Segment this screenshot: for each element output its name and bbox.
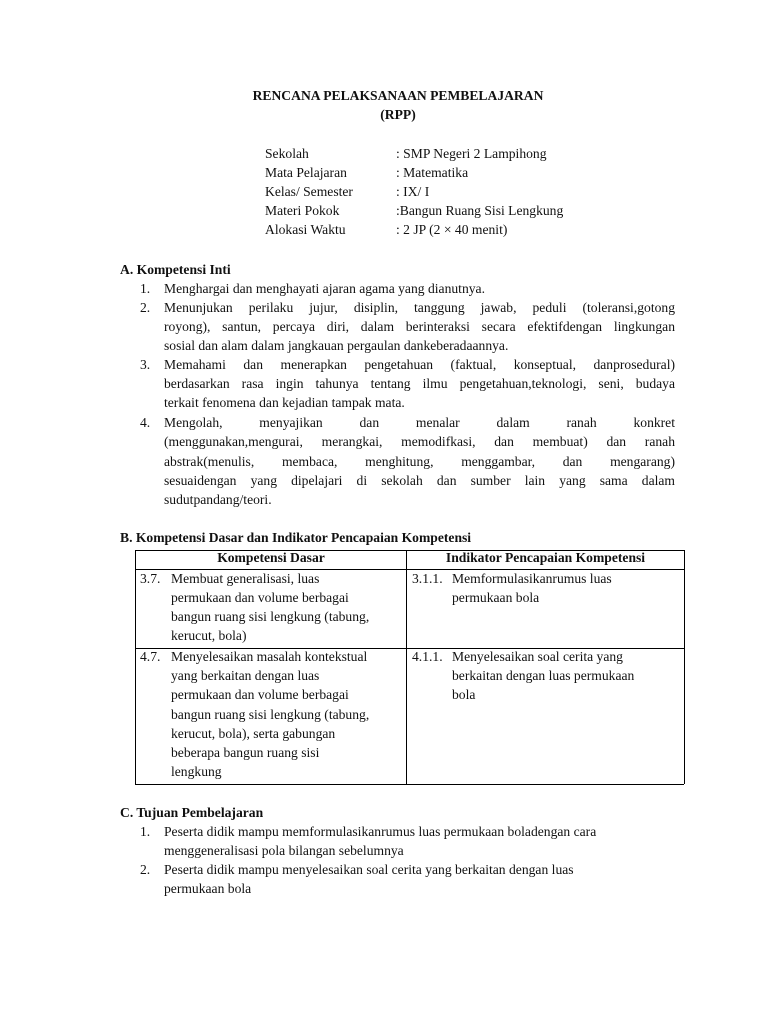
list-item-text: Memahami dan menerapkan pengetahuan (faktual, konseptual, danprosedural) bbox=[164, 357, 675, 372]
kd-text: Menyelesaikan masalah kontekstual bbox=[171, 649, 368, 664]
kd-number: 4.7. bbox=[140, 649, 161, 664]
list-item-text: Peserta didik mampu menyelesaikan soal cerita yang berkaitan dengan luas bbox=[164, 862, 574, 877]
kd-text: kerucut, bola) bbox=[171, 628, 247, 643]
ipk-number: 3.1.1. bbox=[412, 571, 443, 586]
kd-text: bangun ruang sisi lengkung (tabung, bbox=[171, 707, 370, 722]
kd-text: permukaan dan volume berbagai bbox=[171, 590, 349, 605]
info-label-materi-pokok: Materi Pokok bbox=[265, 203, 340, 218]
info-label-kelas-semester: Kelas/ Semester bbox=[265, 184, 353, 199]
table-border bbox=[135, 784, 684, 785]
table-header-indikator: Indikator Pencapaian Kompetensi bbox=[445, 550, 646, 565]
document-subtitle: (RPP) bbox=[380, 107, 416, 122]
ipk-number: 4.1.1. bbox=[412, 649, 443, 664]
list-item-text: sudutpandang/teori. bbox=[164, 492, 272, 507]
info-label-mata-pelajaran: Mata Pelajaran bbox=[265, 165, 347, 180]
table-border bbox=[135, 569, 684, 570]
list-item-text: abstrak(menulis, membaca, menghitung, menggambar, dan mengarang) bbox=[164, 454, 675, 469]
list-item-number: 4. bbox=[140, 415, 151, 430]
list-item-text: Menunjukan perilaku jujur, disiplin, tanggung jawab, peduli (toleransi,gotong bbox=[164, 300, 675, 315]
list-item-text: royong), santun, percaya diri, dalam berinteraksi secara efektifdengan lingkungan bbox=[164, 319, 675, 334]
info-value-kelas-semester: : IX/ I bbox=[396, 184, 430, 199]
table-border bbox=[406, 550, 407, 784]
list-item-text: sosial dan alam dalam jangkauan pergaulan dankeberadaannya. bbox=[164, 338, 509, 353]
list-item-text: (menggunakan,mengurai, merangkai, memodifkasi, dan membuat) dan ranah bbox=[164, 434, 675, 449]
document-title: RENCANA PELAKSANAAN PEMBELAJARAN bbox=[252, 88, 544, 103]
kd-text: permukaan dan volume berbagai bbox=[171, 687, 349, 702]
kd-text: beberapa bangun ruang sisi bbox=[171, 745, 320, 760]
info-value-sekolah: : SMP Negeri 2 Lampihong bbox=[396, 146, 547, 161]
info-value-alokasi-waktu: : 2 JP (2 × 40 menit) bbox=[396, 222, 508, 237]
info-value-materi-pokok: :Bangun Ruang Sisi Lengkung bbox=[396, 203, 564, 218]
list-item-number: 3. bbox=[140, 357, 151, 372]
info-value-mata-pelajaran: : Matematika bbox=[396, 165, 469, 180]
list-item-number: 2. bbox=[140, 862, 151, 877]
info-label-alokasi-waktu: Alokasi Waktu bbox=[265, 222, 346, 237]
section-a-heading: A. Kompetensi Inti bbox=[120, 262, 231, 277]
table-border bbox=[684, 550, 685, 784]
list-item-text: berdasarkan rasa ingin tahunya tentang ilmu pengetahuan,teknologi, seni, budaya bbox=[164, 376, 675, 391]
list-item-text: sesuaidengan yang dipelajari di sekolah dan sumber lain yang sama dalam bbox=[164, 473, 675, 488]
kd-text: kerucut, bola), serta gabungan bbox=[171, 726, 336, 741]
list-item-number: 1. bbox=[140, 824, 151, 839]
table-header-kompetensi-dasar: Kompetensi Dasar bbox=[217, 550, 325, 565]
ipk-text: berkaitan dengan luas permukaan bbox=[452, 668, 635, 683]
kd-text: Membuat generalisasi, luas bbox=[171, 571, 320, 586]
ipk-text: permukaan bola bbox=[452, 590, 540, 605]
list-item-text: menggeneralisasi pola bilangan sebelumnya bbox=[164, 843, 404, 858]
list-item-text: Mengolah, menyajikan dan menalar dalam ranah konkret bbox=[164, 415, 675, 430]
ipk-text: Menyelesaikan soal cerita yang bbox=[452, 649, 623, 664]
list-item-number: 1. bbox=[140, 281, 151, 296]
section-c-heading: C. Tujuan Pembelajaran bbox=[120, 805, 264, 820]
list-item-text: Menghargai dan menghayati ajaran agama yang dianutnya. bbox=[164, 281, 485, 296]
ipk-text: Memformulasikanrumus luas bbox=[452, 571, 612, 586]
kd-number: 3.7. bbox=[140, 571, 161, 586]
kd-text: lengkung bbox=[171, 764, 222, 779]
ipk-text: bola bbox=[452, 687, 476, 702]
list-item-number: 2. bbox=[140, 300, 151, 315]
table-border bbox=[135, 550, 136, 784]
list-item-text: Peserta didik mampu memformulasikanrumus luas permukaan boladengan cara bbox=[164, 824, 597, 839]
info-label-sekolah: Sekolah bbox=[265, 146, 309, 161]
list-item-text: terkait fenomena dan kejadian tampak mata. bbox=[164, 395, 405, 410]
section-b-heading: B. Kompetensi Dasar dan Indikator Pencapaian Kompetensi bbox=[120, 530, 472, 545]
kd-text: bangun ruang sisi lengkung (tabung, bbox=[171, 609, 370, 624]
kd-text: yang berkaitan dengan luas bbox=[171, 668, 320, 683]
list-item-text: permukaan bola bbox=[164, 881, 252, 896]
